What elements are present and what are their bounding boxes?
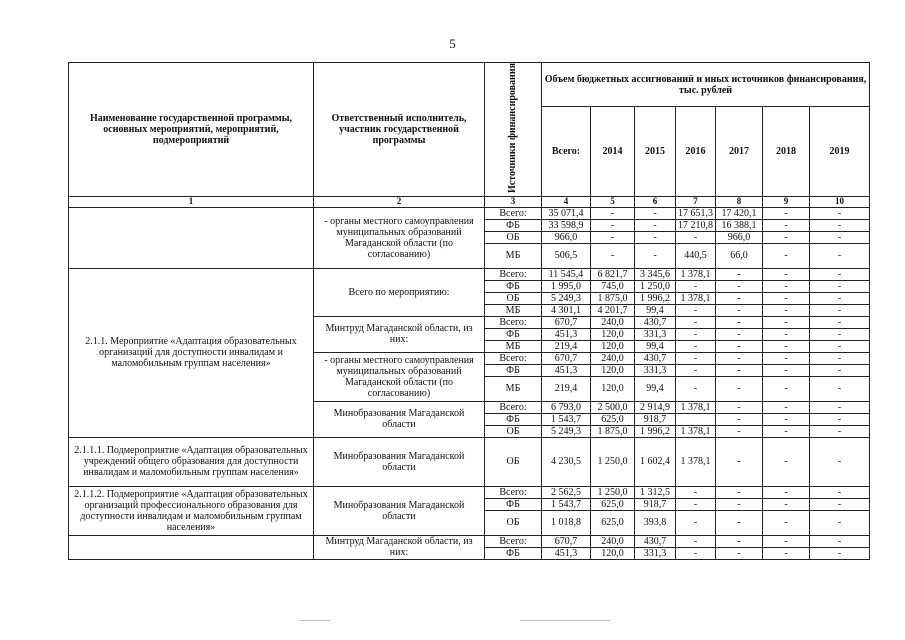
value-cell: 1 378,1 bbox=[676, 268, 716, 280]
value-cell: 1 378,1 bbox=[676, 401, 716, 413]
value-cell: - bbox=[763, 401, 810, 413]
value-cell: - bbox=[716, 376, 763, 401]
source-cell: ФБ bbox=[485, 280, 542, 292]
source-cell: ФБ bbox=[485, 328, 542, 340]
value-cell: 2 500,0 bbox=[591, 401, 635, 413]
executor-cell: - органы местного самоуправления муниципальных образований Магаданской области (по согласованию) bbox=[314, 207, 485, 268]
table-row bbox=[69, 535, 870, 547]
value-cell: - bbox=[716, 292, 763, 304]
source-cell: ФБ bbox=[485, 413, 542, 425]
value-cell: - bbox=[716, 328, 763, 340]
value-cell: 240,0 bbox=[591, 352, 635, 364]
source-cell: Всего: bbox=[485, 316, 542, 328]
value-cell: - bbox=[763, 486, 810, 498]
value-cell: 451,3 bbox=[542, 328, 591, 340]
value-cell: - bbox=[716, 364, 763, 376]
value-cell: 120,0 bbox=[591, 340, 635, 352]
value-cell: - bbox=[763, 231, 810, 243]
header-year: 2019 bbox=[810, 107, 870, 197]
value-cell: - bbox=[635, 243, 676, 268]
table-row bbox=[69, 486, 870, 498]
value-cell: - bbox=[763, 498, 810, 510]
table-row bbox=[69, 207, 870, 219]
executor-cell: Минобразования Магаданской области bbox=[314, 486, 485, 535]
value-cell: - bbox=[716, 280, 763, 292]
value-cell: - bbox=[763, 304, 810, 316]
value-cell: - bbox=[810, 364, 870, 376]
value-cell: - bbox=[763, 292, 810, 304]
value-cell: 17 420,1 bbox=[716, 207, 763, 219]
value-cell: - bbox=[763, 364, 810, 376]
value-cell: 5 249,3 bbox=[542, 425, 591, 437]
value-cell: 451,3 bbox=[542, 547, 591, 559]
value-cell: 33 598,9 bbox=[542, 219, 591, 231]
value-cell: 2 562,5 bbox=[542, 486, 591, 498]
value-cell: 625,0 bbox=[591, 510, 635, 535]
value-cell: - bbox=[676, 304, 716, 316]
table-body bbox=[69, 63, 870, 560]
value-cell: 1 378,1 bbox=[676, 292, 716, 304]
value-cell: - bbox=[810, 316, 870, 328]
executor-cell: Всего по мероприятию: bbox=[314, 268, 485, 316]
value-cell: 35 071,4 bbox=[542, 207, 591, 219]
value-cell: - bbox=[716, 401, 763, 413]
value-cell: - bbox=[810, 328, 870, 340]
value-cell: 1 378,1 bbox=[676, 437, 716, 486]
value-cell: - bbox=[763, 219, 810, 231]
value-cell: - bbox=[763, 547, 810, 559]
header-source-label: Источники финансирования bbox=[506, 63, 518, 193]
value-cell: - bbox=[810, 376, 870, 401]
value-cell: - bbox=[810, 547, 870, 559]
value-cell: 2 914,9 bbox=[635, 401, 676, 413]
value-cell: 1 995,0 bbox=[542, 280, 591, 292]
header-year: 2017 bbox=[716, 107, 763, 197]
value-cell: 918,7 bbox=[635, 498, 676, 510]
column-number: 2 bbox=[314, 196, 485, 207]
value-cell: 120,0 bbox=[591, 376, 635, 401]
source-cell: Всего: bbox=[485, 486, 542, 498]
value-cell: - bbox=[676, 231, 716, 243]
value-cell: - bbox=[810, 231, 870, 243]
value-cell: 5 249,3 bbox=[542, 292, 591, 304]
value-cell: 625,0 bbox=[591, 498, 635, 510]
value-cell: - bbox=[716, 425, 763, 437]
value-cell: - bbox=[763, 207, 810, 219]
value-cell: 451,3 bbox=[542, 364, 591, 376]
value-cell: 120,0 bbox=[591, 547, 635, 559]
source-cell: ФБ bbox=[485, 364, 542, 376]
value-cell: - bbox=[810, 243, 870, 268]
value-cell: - bbox=[763, 510, 810, 535]
source-cell: ФБ bbox=[485, 498, 542, 510]
source-cell: Всего: bbox=[485, 207, 542, 219]
source-cell: ОБ bbox=[485, 437, 542, 486]
value-cell: - bbox=[763, 316, 810, 328]
source-cell: ОБ bbox=[485, 425, 542, 437]
value-cell: - bbox=[676, 364, 716, 376]
value-cell: - bbox=[716, 413, 763, 425]
value-cell: 670,7 bbox=[542, 316, 591, 328]
value-cell: 4 301,1 bbox=[542, 304, 591, 316]
value-cell: - bbox=[810, 340, 870, 352]
value-cell: - bbox=[763, 376, 810, 401]
value-cell: 99,4 bbox=[635, 376, 676, 401]
value-cell: 670,7 bbox=[542, 352, 591, 364]
value-cell: - bbox=[810, 292, 870, 304]
program-name-cell: 2.1.1.1. Подмероприятие «Адаптация образовательных учреждений общего образования для доступности инвалидам и маломобильным группам населения» bbox=[69, 437, 314, 486]
header-row-top bbox=[69, 63, 870, 107]
value-cell: - bbox=[716, 437, 763, 486]
value-cell: - bbox=[810, 401, 870, 413]
value-cell: 506,5 bbox=[542, 243, 591, 268]
value-cell: 1 996,2 bbox=[635, 425, 676, 437]
source-cell: МБ bbox=[485, 376, 542, 401]
header-name: Наименование государственной программы, основных мероприятий, мероприятий, подмероприятий bbox=[69, 63, 314, 197]
value-cell: - bbox=[763, 268, 810, 280]
value-cell: - bbox=[810, 425, 870, 437]
source-cell: МБ bbox=[485, 340, 542, 352]
value-cell: 440,5 bbox=[676, 243, 716, 268]
value-cell: 6 793,0 bbox=[542, 401, 591, 413]
value-cell: 120,0 bbox=[591, 364, 635, 376]
value-cell: 4 230,5 bbox=[542, 437, 591, 486]
source-cell: МБ bbox=[485, 243, 542, 268]
header-executor: Ответственный исполнитель, участник государственной программы bbox=[314, 63, 485, 197]
value-cell: 430,7 bbox=[635, 352, 676, 364]
value-cell: 11 545,4 bbox=[542, 268, 591, 280]
value-cell bbox=[676, 413, 716, 425]
value-cell: 430,7 bbox=[635, 316, 676, 328]
program-name-cell: 2.1.1. Мероприятие «Адаптация образовательных организаций для доступности инвалидам и маломобильным группам населения» bbox=[69, 268, 314, 437]
column-number: 1 bbox=[69, 196, 314, 207]
value-cell: - bbox=[810, 280, 870, 292]
scan-artifact bbox=[520, 620, 610, 621]
value-cell: - bbox=[591, 243, 635, 268]
column-number: 6 bbox=[635, 196, 676, 207]
value-cell: - bbox=[810, 486, 870, 498]
column-number: 10 bbox=[810, 196, 870, 207]
value-cell: 670,7 bbox=[542, 535, 591, 547]
value-cell: - bbox=[763, 243, 810, 268]
header-year: 2018 bbox=[763, 107, 810, 197]
value-cell: 331,3 bbox=[635, 547, 676, 559]
value-cell: 3 345,6 bbox=[635, 268, 676, 280]
value-cell: 393,8 bbox=[635, 510, 676, 535]
value-cell: 1 250,0 bbox=[591, 437, 635, 486]
source-cell: ФБ bbox=[485, 219, 542, 231]
value-cell: - bbox=[716, 352, 763, 364]
header-year: 2014 bbox=[591, 107, 635, 197]
budget-table bbox=[68, 62, 870, 560]
value-cell: 745,0 bbox=[591, 280, 635, 292]
source-cell: МБ bbox=[485, 304, 542, 316]
value-cell: 430,7 bbox=[635, 535, 676, 547]
value-cell: - bbox=[716, 268, 763, 280]
value-cell: 918,7 bbox=[635, 413, 676, 425]
value-cell: - bbox=[676, 547, 716, 559]
value-cell: 240,0 bbox=[591, 316, 635, 328]
value-cell: - bbox=[676, 376, 716, 401]
value-cell: - bbox=[810, 268, 870, 280]
executor-cell: Минобразования Магаданской области bbox=[314, 401, 485, 437]
value-cell: - bbox=[763, 437, 810, 486]
executor-cell: - органы местного самоуправления муниципальных образований Магаданской области (по согласованию) bbox=[314, 352, 485, 401]
value-cell: 966,0 bbox=[542, 231, 591, 243]
value-cell: - bbox=[810, 352, 870, 364]
value-cell: - bbox=[716, 535, 763, 547]
header-year: 2016 bbox=[676, 107, 716, 197]
value-cell: - bbox=[716, 547, 763, 559]
value-cell: 120,0 bbox=[591, 328, 635, 340]
value-cell: - bbox=[716, 510, 763, 535]
value-cell: 1 875,0 bbox=[591, 292, 635, 304]
value-cell: - bbox=[676, 486, 716, 498]
column-number: 7 bbox=[676, 196, 716, 207]
value-cell: 331,3 bbox=[635, 328, 676, 340]
header-year: Всего: bbox=[542, 107, 591, 197]
value-cell: 219,4 bbox=[542, 376, 591, 401]
value-cell: - bbox=[716, 498, 763, 510]
source-cell: Всего: bbox=[485, 535, 542, 547]
value-cell: 17 651,3 bbox=[676, 207, 716, 219]
page-number: 5 bbox=[449, 36, 456, 51]
value-cell: - bbox=[810, 207, 870, 219]
value-cell: - bbox=[763, 535, 810, 547]
value-cell: 966,0 bbox=[716, 231, 763, 243]
value-cell: - bbox=[810, 510, 870, 535]
value-cell: - bbox=[763, 425, 810, 437]
column-number-row bbox=[69, 196, 870, 207]
header-source bbox=[485, 63, 542, 197]
value-cell: - bbox=[676, 352, 716, 364]
executor-cell: Минобразования Магаданской области bbox=[314, 437, 485, 486]
value-cell: - bbox=[763, 352, 810, 364]
value-cell: 1 378,1 bbox=[676, 425, 716, 437]
value-cell: - bbox=[763, 413, 810, 425]
value-cell: 6 821,7 bbox=[591, 268, 635, 280]
value-cell: 331,3 bbox=[635, 364, 676, 376]
value-cell: 99,4 bbox=[635, 304, 676, 316]
column-number: 5 bbox=[591, 196, 635, 207]
source-cell: ФБ bbox=[485, 547, 542, 559]
value-cell: - bbox=[591, 207, 635, 219]
value-cell: - bbox=[591, 231, 635, 243]
value-cell: 219,4 bbox=[542, 340, 591, 352]
source-cell: ОБ bbox=[485, 292, 542, 304]
program-name-cell bbox=[69, 207, 314, 268]
value-cell: 625,0 bbox=[591, 413, 635, 425]
value-cell: - bbox=[676, 340, 716, 352]
value-cell: 1 250,0 bbox=[591, 486, 635, 498]
value-cell: - bbox=[635, 231, 676, 243]
header-year: 2015 bbox=[635, 107, 676, 197]
source-cell: ОБ bbox=[485, 231, 542, 243]
value-cell: - bbox=[716, 486, 763, 498]
value-cell: - bbox=[810, 413, 870, 425]
value-cell: 66,0 bbox=[716, 243, 763, 268]
value-cell: - bbox=[635, 207, 676, 219]
value-cell: - bbox=[763, 340, 810, 352]
scan-artifact bbox=[300, 620, 330, 621]
value-cell: - bbox=[716, 304, 763, 316]
value-cell: - bbox=[810, 219, 870, 231]
column-number: 9 bbox=[763, 196, 810, 207]
value-cell: 1 875,0 bbox=[591, 425, 635, 437]
value-cell: - bbox=[635, 219, 676, 231]
value-cell: 4 201,7 bbox=[591, 304, 635, 316]
value-cell: - bbox=[591, 219, 635, 231]
value-cell: - bbox=[716, 316, 763, 328]
source-cell: Всего: bbox=[485, 268, 542, 280]
value-cell: 1 312,5 bbox=[635, 486, 676, 498]
executor-cell: Минтруд Магаданской области, из них: bbox=[314, 535, 485, 559]
value-cell: - bbox=[676, 316, 716, 328]
source-cell: Всего: bbox=[485, 352, 542, 364]
value-cell: - bbox=[676, 280, 716, 292]
value-cell: 16 388,1 bbox=[716, 219, 763, 231]
value-cell: - bbox=[810, 535, 870, 547]
value-cell: 17 210,8 bbox=[676, 219, 716, 231]
table-row bbox=[69, 437, 870, 486]
value-cell: 99,4 bbox=[635, 340, 676, 352]
value-cell: 1 250,0 bbox=[635, 280, 676, 292]
value-cell: 1 543,7 bbox=[542, 413, 591, 425]
program-name-cell bbox=[69, 535, 314, 559]
value-cell: - bbox=[763, 328, 810, 340]
value-cell: - bbox=[810, 498, 870, 510]
value-cell: - bbox=[676, 498, 716, 510]
header-budget: Объем бюджетных ассигнований и иных источников финансирования, тыс. рублей bbox=[542, 63, 870, 107]
value-cell: 1 018,8 bbox=[542, 510, 591, 535]
value-cell: - bbox=[810, 304, 870, 316]
value-cell: - bbox=[676, 535, 716, 547]
executor-cell: Минтруд Магаданской области, из них: bbox=[314, 316, 485, 352]
source-cell: ОБ bbox=[485, 510, 542, 535]
table-row bbox=[69, 268, 870, 280]
value-cell: 1 602,4 bbox=[635, 437, 676, 486]
value-cell: 1 996,2 bbox=[635, 292, 676, 304]
value-cell: - bbox=[810, 437, 870, 486]
value-cell: - bbox=[676, 510, 716, 535]
value-cell: - bbox=[676, 328, 716, 340]
value-cell: - bbox=[716, 340, 763, 352]
column-number: 4 bbox=[542, 196, 591, 207]
column-number: 3 bbox=[485, 196, 542, 207]
column-number: 8 bbox=[716, 196, 763, 207]
value-cell: - bbox=[763, 280, 810, 292]
value-cell: 240,0 bbox=[591, 535, 635, 547]
value-cell: 1 543,7 bbox=[542, 498, 591, 510]
program-name-cell: 2.1.1.2. Подмероприятие «Адаптация образовательных организаций профессионального образования для доступности инвалидам и маломобильным группам населения» bbox=[69, 486, 314, 535]
source-cell: Всего: bbox=[485, 401, 542, 413]
